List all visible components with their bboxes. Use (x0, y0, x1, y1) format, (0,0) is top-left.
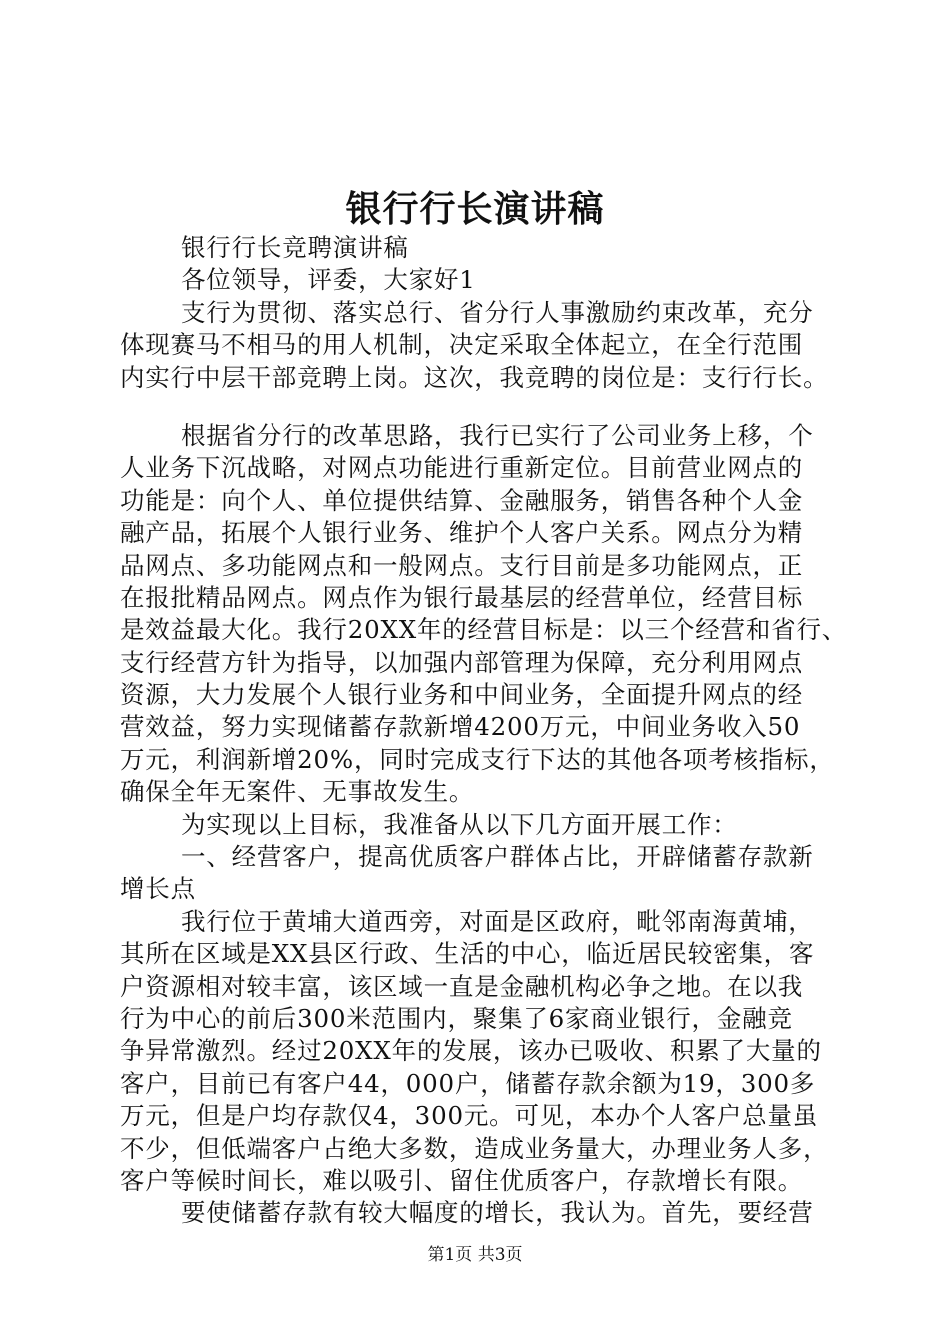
text-line: 体现赛马不相马的用人机制，决定采取全体起立，在全行范围 (120, 330, 804, 360)
paragraph-gap (120, 394, 838, 420)
text-line: 我行位于黄埔大道西旁，对面是区政府，毗邻南海黄埔， (181, 906, 814, 936)
text-line: 银行行长竞聘演讲稿 (181, 233, 409, 262)
text-line: 支行经营方针为指导，以加强内部管理为保障，充分利用网点 (120, 647, 804, 677)
text-line: 客户等候时间长，难以吸引、留住优质客户，存款增长有限。 (120, 1165, 804, 1195)
text-line: 户资源相对较丰富，该区域一直是金融机构必争之地。在以我 (120, 971, 804, 1001)
text-line: 功能是：向个人、单位提供结算、金融服务，销售各种个人金 (120, 485, 804, 515)
text-line: 要使储蓄存款有较大幅度的增长，我认为。首先，要经营 (181, 1198, 814, 1228)
text-line: 内实行中层干部竞聘上岗。这次，我竞聘的岗位是：支行行长。 (120, 362, 829, 392)
text-line: 万元，但是户均存款仅4，300元。可见，本办个人客户总量虽 (120, 1101, 819, 1131)
document-body (120, 232, 848, 1230)
text-line: 一、经营客户，提高优质客户群体占比，开辟储蓄存款新 (181, 842, 814, 872)
text-line: 各位领导，评委，大家好1 (181, 265, 476, 295)
text-line: 支行为贯彻、落实总行、省分行人事激励约束改革，充分 (181, 297, 814, 327)
text-line: 融产品，拓展个人银行业务、维护个人客户关系。网点分为精 (120, 518, 804, 548)
text-line: 资源，大力发展个人银行业务和中间业务，全面提升网点的经 (120, 680, 804, 710)
text-line: 行为中心的前后300米范围内，聚集了6家商业银行，金融竞 (120, 1003, 793, 1033)
text-line: 根据省分行的改革思路，我行已实行了公司业务上移，个 (181, 420, 814, 450)
text-line: 其所在区域是XX县区行政、生活的中心，临近居民较密集，客 (120, 939, 815, 969)
page-number-footer: 第1页 共3页 (427, 1245, 523, 1265)
text-line: 为实现以上目标，我准备从以下几方面开展工作： (181, 809, 738, 839)
text-line: 营效益，努力实现储蓄存款新增4200万元，中间业务收入50 (120, 712, 801, 742)
text-line: 增长点 (120, 874, 196, 904)
text-line: 争异常激烈。经过20XX年的发展，该办已吸收、积累了大量的 (120, 1036, 822, 1066)
text-line: 品网点、多功能网点和一般网点。支行目前是多功能网点，正 (120, 550, 804, 580)
text-line: 在报批精品网点。网点作为银行最基层的经营单位，经营目标 (120, 582, 804, 612)
text-line: 人业务下沉战略，对网点功能进行重新定位。目前营业网点的 (120, 453, 804, 483)
text-line: 是效益最大化。我行20XX年的经营目标是：以三个经营和省行、 (120, 615, 848, 645)
document-title: 银行行长演讲稿 (345, 188, 605, 230)
text-line: 不少，但低端客户占绝大多数，造成业务量大，办理业务人多， (120, 1133, 829, 1163)
text-line: 确保全年无案件、无事故发生。 (120, 777, 475, 807)
text-line: 客户，目前已有客户44，000户，储蓄存款余额为19，300多 (120, 1068, 816, 1098)
text-line: 万元，利润新增20%，同时完成支行下达的其他各项考核指标， (120, 744, 835, 774)
